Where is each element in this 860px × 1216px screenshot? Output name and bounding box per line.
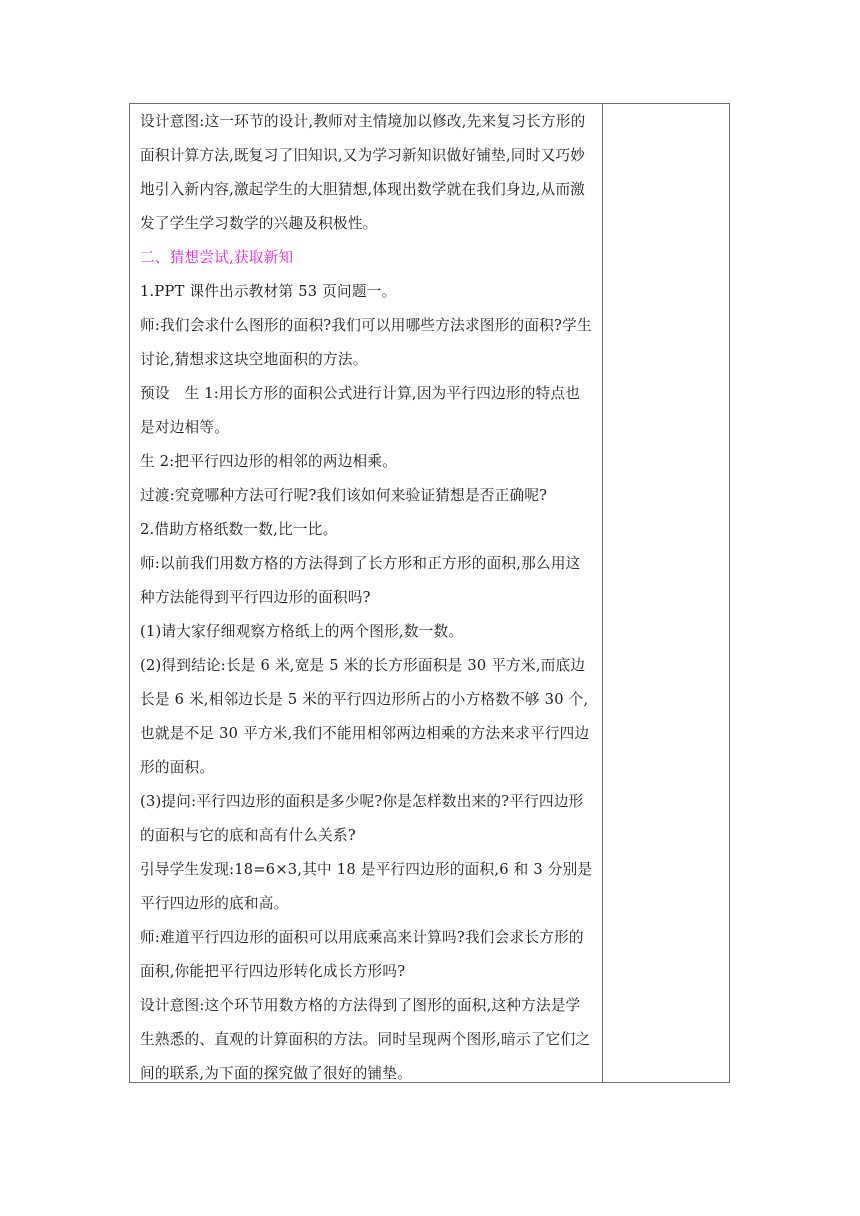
main-content-cell — [140, 105, 594, 1091]
lesson-plan-table — [129, 103, 730, 1083]
notes-cell — [603, 104, 729, 1082]
paragraph-substep-1: (1)请大家仔细观察方格纸上的两个图形,数一数。 — [140, 623, 464, 640]
paragraph-teacher-question-2: 师:以前我们用数方格的方法得到了长方形和正方形的面积,那么用这种方法能得到平行四边形的面积吗? — [140, 555, 581, 606]
paragraph-step-1: 1.PPT 课件出示教材第 53 页问题一。 — [140, 283, 397, 300]
paragraph-design-intent-1: 设计意图:这一环节的设计,教师对主情境加以修改,先来复习长方形的面积计算方法,既复习了旧知识,又为学习新知识做好铺垫,同时又巧妙地引入新内容,激起学生的大胆猜想,体现出数学就在我们身边,从而激发了学生学习数学的兴趣及积极性。 — [140, 113, 586, 232]
paragraph-teacher-question-1: 师:我们会求什么图形的面积?我们可以用哪些方法求图形的面积?学生讨论,猜想求这块空地面积的方法。 — [140, 317, 592, 368]
paragraph-preset-student-1: 预设 生 1:用长方形的面积公式进行计算,因为平行四边形的特点也是对边相等。 — [140, 385, 581, 436]
section-heading: 二、猜想尝试,获取新知 — [140, 249, 294, 266]
paragraph-teacher-question-3: 师:难道平行四边形的面积可以用底乘高来计算吗?我们会求长方形的面积,你能把平行四边形转化成长方形吗? — [140, 929, 584, 980]
paragraph-student-2: 生 2:把平行四边形的相邻的两边相乘。 — [140, 453, 398, 470]
paragraph-substep-2: (2)得到结论:长是 6 米,宽是 5 米的长方形面积是 30 平方米,而底边长是 6 米,相邻边长是 5 米的平行四边形所占的小方格数不够 30 个,也就是不足 30 平方米,我们不能用相邻两边相乘的方法来求平行四边形的面积。 — [140, 657, 590, 776]
paragraph-guide-discovery: 引导学生发现:18=6×3,其中 18 是平行四边形的面积,6 和 3 分别是平行四边形的底和高。 — [140, 861, 593, 912]
paragraph-step-2: 2.借助方格纸数一数,比一比。 — [140, 521, 338, 538]
paragraph-substep-3: (3)提问:平行四边形的面积是多少呢?你是怎样数出来的?平行四边形的面积与它的底和高有什么关系? — [140, 793, 584, 844]
paragraph-design-intent-2: 设计意图:这个环节用数方格的方法得到了图形的面积,这种方法是学生熟悉的、直观的计算面积的方法。同时呈现两个图形,暗示了它们之间的联系,为下面的探究做了很好的铺垫。 — [140, 997, 591, 1082]
paragraph-transition: 过渡:究竟哪种方法可行呢?我们该如何来验证猜想是否正确呢? — [140, 487, 548, 504]
